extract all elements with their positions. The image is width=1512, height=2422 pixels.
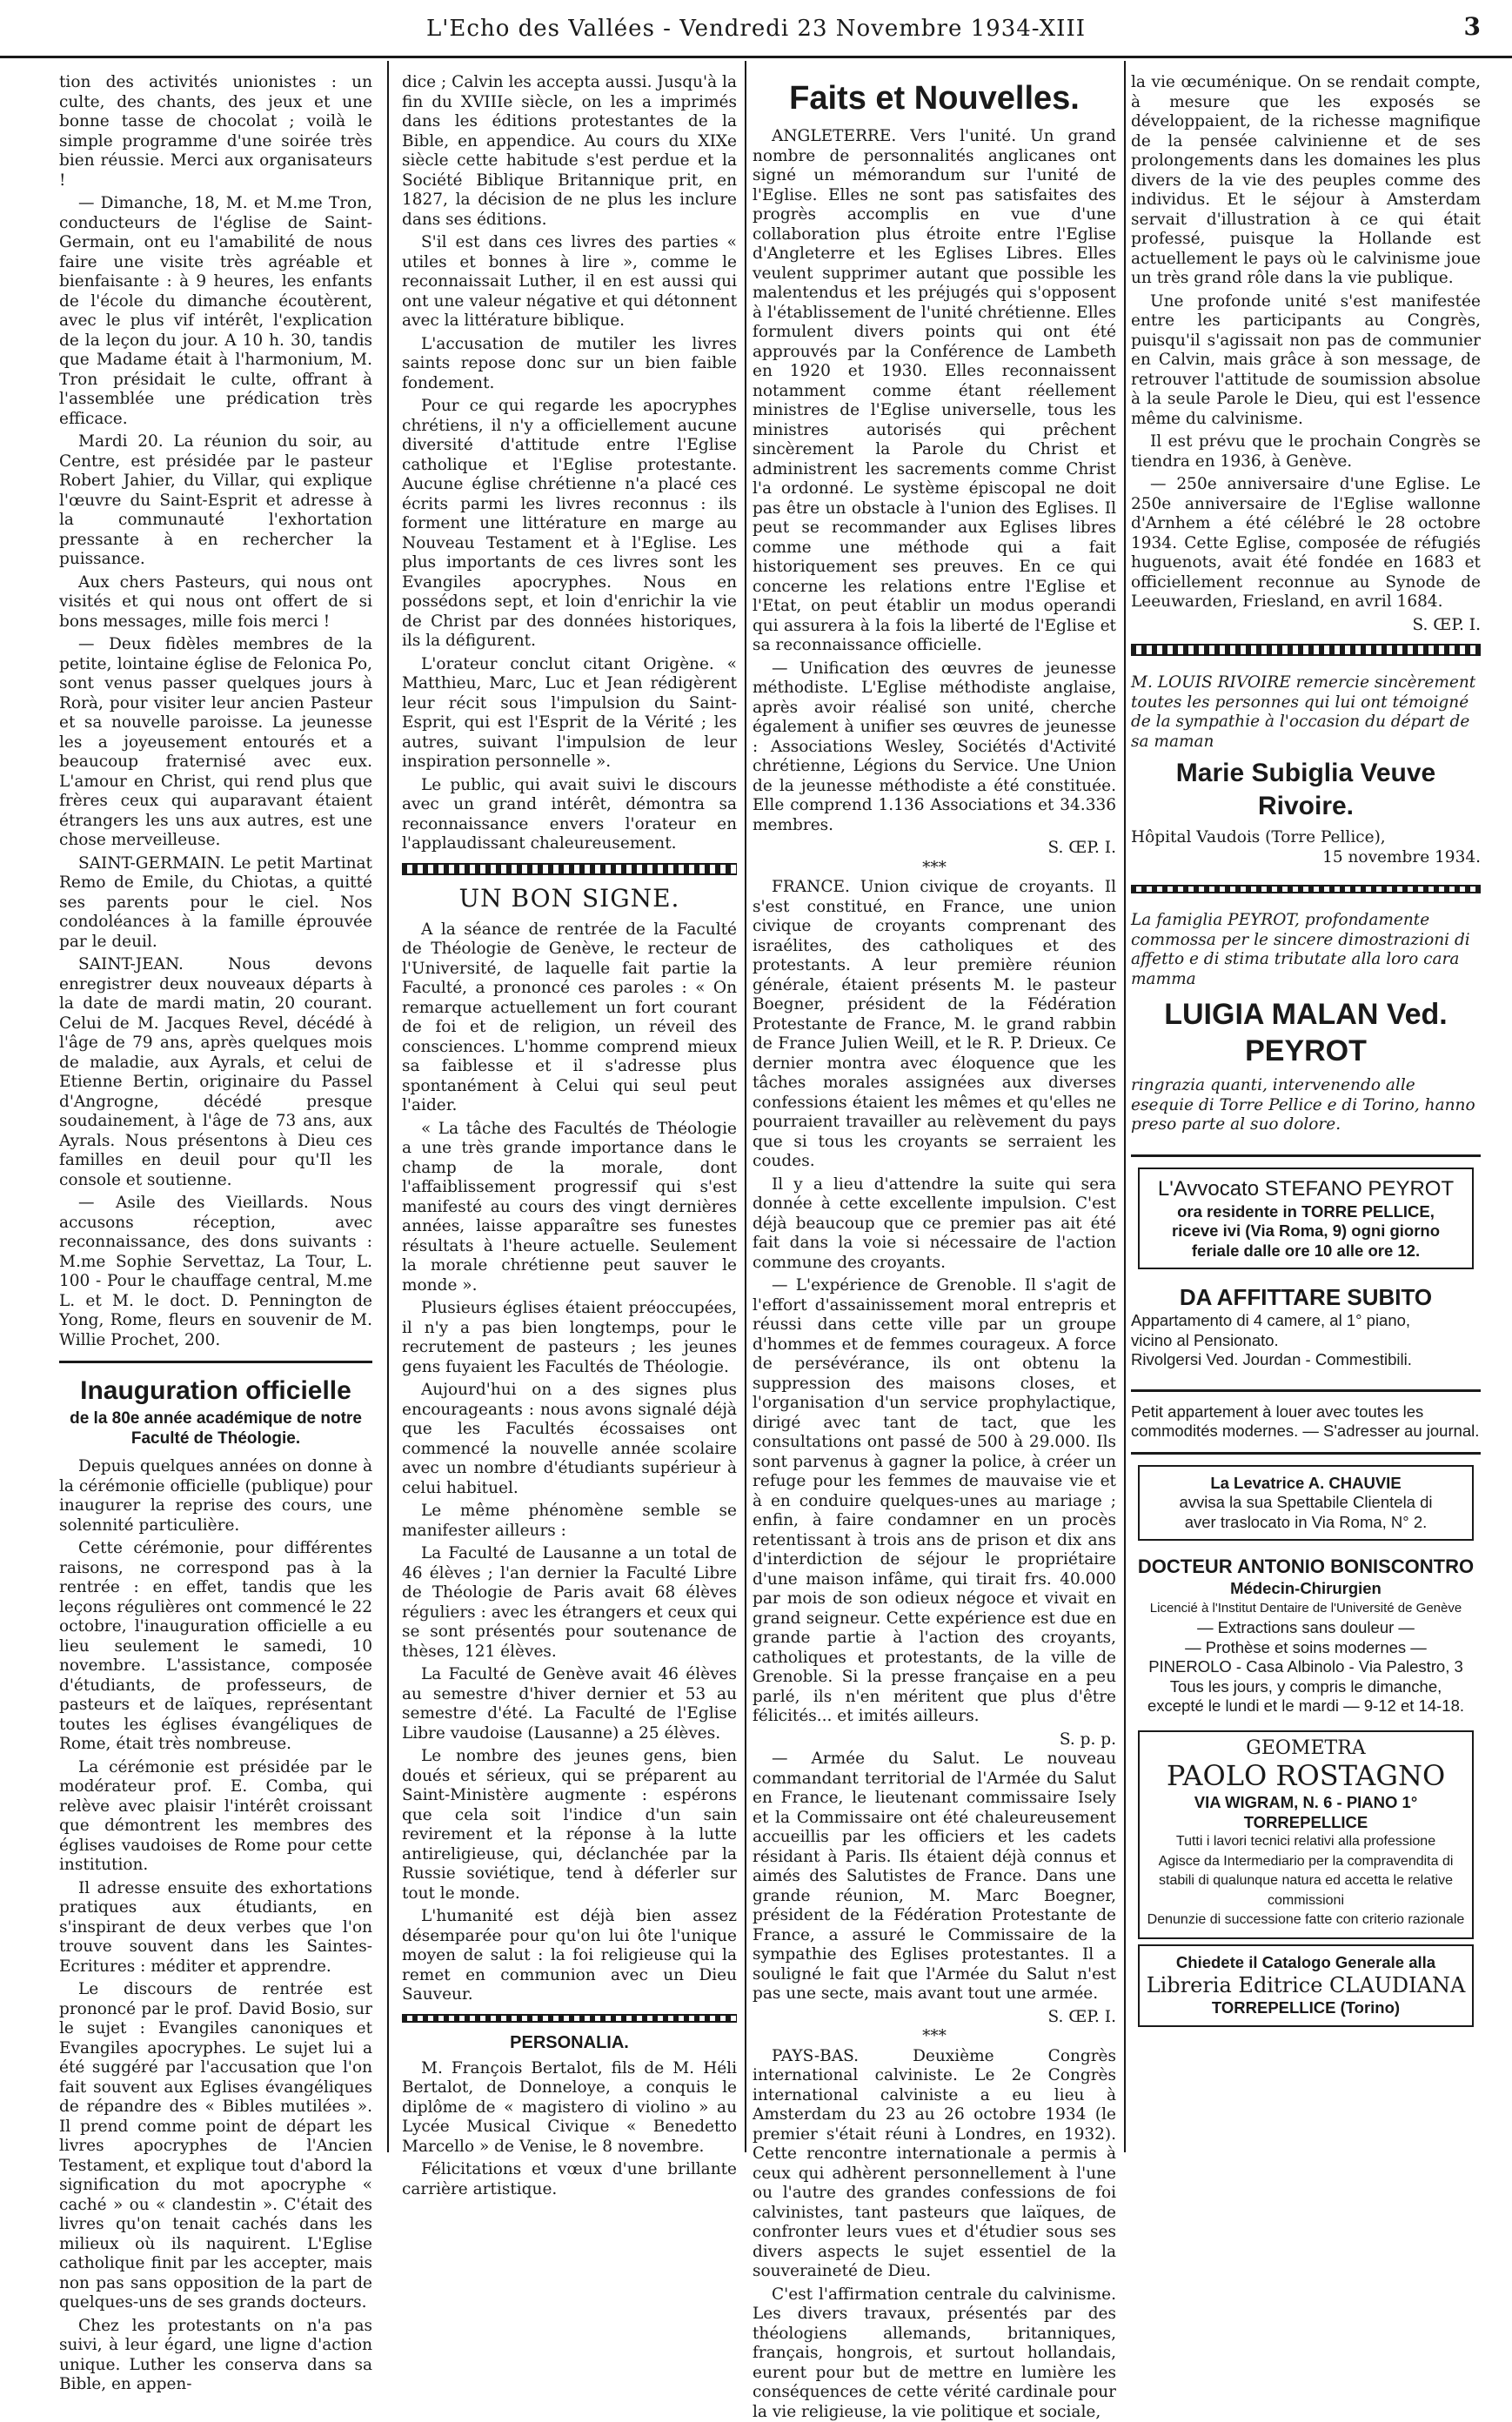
signature: S. ŒP. I.: [1131, 616, 1481, 636]
notice-text: La famiglia PEYROT, profondamente commossa per le sincere dimostrazioni di affetto e di stima tributate alla loro cara mamma: [1131, 911, 1481, 989]
ad-line: aver traslocato in Via Roma, N° 2.: [1145, 1513, 1467, 1533]
ad-line: L'Avvocato STEFANO PEYROT: [1145, 1176, 1467, 1202]
ad-line: PINEROLO - Casa Albinolo - Via Palestro, 3: [1131, 1657, 1481, 1677]
column-4: [1131, 73, 1481, 2152]
ad-line: Licencié à l'Institut Dentaire de l'Université de Genève: [1131, 1599, 1481, 1619]
ad-line: avvisa la sua Spettabile Clientela di: [1145, 1493, 1467, 1513]
paragraph: la vie œcuménique. On se rendait compte, à mesure que les exposés se développaient, de la richesse magnifique de la pensée calvinienne et de ses prolongements dans les domaines les plus divers de la vie des peuples comme des individus. Et le séjour à Amsterdam servait d'illustration à ce qui était professé, puisque la Hollande est actuellement le pays où le calvinisme joue un très grand rôle dans la vie publique.: [1131, 73, 1481, 289]
paragraph: A la séance de rentrée de la Faculté de Théologie de Genève, le recteur de l'Université, de laquelle fait partie la Faculté, a prononcé ces paroles : « On remarque actuellement un fort courant de foi et de religion, un réveil des consciences. L'homme comprend mieux sa faiblesse et il s'adresse plus spontanément à Celui qui seul peut l'aider.: [402, 920, 737, 1116]
ad-line: Chiedete il Catalogo Generale alla: [1145, 1953, 1467, 1973]
ad-name: PAOLO ROSTAGNO: [1145, 1758, 1467, 1793]
ad-claudiana: [1138, 1944, 1474, 2027]
paragraph: dice ; Calvin les accepta aussi. Jusqu'à la fin du XVIIIe siècle, on les a imprimés dans les éditions protestantes de la Bible, en appendice. Au cours du XIXe siècle cette habitude s'est perdue et la Société Biblique Britannique prit, en 1827, la décision de ne plus les inclure dans ses éditions.: [402, 73, 737, 230]
section-heading: PERSONALIA.: [402, 2031, 737, 2054]
ad-levatrice: [1138, 1465, 1474, 1542]
paragraph: Le même phénomène semble se manifester ailleurs :: [402, 1502, 737, 1541]
ad-geometra: [1138, 1730, 1474, 1939]
paragraph: Le nombre des jeunes gens, bien doués et sérieux, qui se préparent au Saint-Ministère augmente : espérons que cela soit l'indice d'un sain revirement et la réponse à la lutte antireligieuse, qui, déclanchée par la Russie soviétique, tend à déferler sur tout le monde.: [402, 1747, 737, 1903]
notice-date: 15 novembre 1934.: [1131, 848, 1481, 868]
paragraph: SAINT-JEAN. Nous devons enregistrer deux nouveaux départs à la date de mardi matin, 20 courant. Celui de M. Jacques Revel, décédé à l'âge de 79 ans, après quelques mois de maladie, aux Ayrals, et celui de Etienne Bertin, originaire du Passel d'Angrogne, décédé presque soudainement, à l'âge de 73 ans, aux Ayrals. Nous présentons à Dieu ces familles en deuil pour qu'Il les console et soutienne.: [59, 955, 372, 1190]
article-headline: UN BON SIGNE.: [402, 884, 737, 913]
decorative-border: [402, 2014, 737, 2023]
paragraph: FRANCE. Union civique de croyants. Il s'est constitué, en France, une union civique de croyants comprenant des israélites, des catholiques et des protestants. A leur première réunion générale, étaient présents M. le pasteur Boegner, président de la Fédération Protestante de France, M. le grand rabbin de France Julien Weill, et le R. P. Drieux. Ce dernier montra avec éloquence que les tâches morales assignées aux diverses confessions étaient les mêmes et qu'elles ne pourraient travailler au relèvement du pays que si tous les croyants se serraient les coudes.: [753, 878, 1116, 1172]
ad-name: DOCTEUR ANTONIO BONISCONTRO: [1131, 1555, 1481, 1579]
notice-name: LUIGIA MALAN Ved. PEYROT: [1131, 996, 1481, 1069]
separator-stars: ***: [753, 2027, 1116, 2047]
paragraph: — 250e anniversaire d'une Eglise. Le 250e anniversaire de l'Eglise wallonne d'Arnhem a été célébré le 28 octobre 1934. Cette Eglise, composée de réfugiés huguenots, avait été fondée en 1683 et officiellement reconnue au Synode de Leeuwarden, Friesland, en avril 1684.: [1131, 475, 1481, 612]
separator: [1131, 1452, 1481, 1455]
decorative-border: [1131, 644, 1481, 656]
paragraph: Le public, qui avait suivi le discours avec un grand intérêt, démontra sa reconnaissance envers l'orateur en l'applaudissant chaleureusement.: [402, 776, 737, 854]
paragraph: SAINT-GERMAIN. Le petit Martinat Remo de Emile, du Chiotas, a quitté ses parents pour le ciel. Nos condoléances à la famille éprouvée par le deuil.: [59, 854, 372, 953]
separator: [1131, 1154, 1481, 1157]
ad-line: Médecin-Chirurgien: [1131, 1579, 1481, 1599]
paragraph: M. François Bertalot, fils de M. Héli Bertalot, de Donneloye, a conquis le diplôme de « magistero di violino » au Lycée Musical Civique « Benedetto Marcello » de Venise, le 8 novembre.: [402, 2059, 737, 2158]
notice-text: ringrazia quanti, intervenendo alle esequie di Torre Pellice e di Torino, hanno preso parte al suo dolore.: [1131, 1076, 1481, 1135]
ad-title: DA AFFITTARE SUBITO: [1131, 1283, 1481, 1311]
paragraph: tion des activités unionistes : un culte, des chants, des jeux et une bonne tasse de chocolat ; voilà le simple programme d'une soirée très bien réussie. Merci aux organisateurs !: [59, 73, 372, 191]
paragraph: Il est prévu que le prochain Congrès se tiendra en 1936, à Genève.: [1131, 432, 1481, 472]
paragraph: La Faculté de Lausanne a un total de 46 élèves ; l'an dernier la Faculté Libre de Théologie de Paris avait 68 élèves réguliers : avec les étrangers et ceux qui se sont présentés pour soutenance de thèses, 121 élèves.: [402, 1544, 737, 1662]
ad-line: Rivolgersi Ved. Jourdan - Commestibili.: [1131, 1350, 1481, 1370]
page-number: 3: [1464, 12, 1481, 41]
paragraph: Plusieurs églises étaient préoccupées, il n'y a pas bien longtemps, pour le recrutement de pasteurs ; les jeunes gens fuyaient les Facultés de Théologie.: [402, 1299, 737, 1377]
notice-place: Hôpital Vaudois (Torre Pellice),: [1131, 828, 1481, 848]
paragraph: — Armée du Salut. Le nouveau commandant territorial de l'Armée du Salut en France, le lieutenant commissaire Isely et la Commissaire ont été chaleureusement accueillis par les officiers et les cadets résidant à Paris. Ils étaient déjà connus et aimés des Salutistes de France. Dans une grande réunion, M. Marc Boegner, président de la Fédération Protestante de France, a assuré le Commissaire de la sympathie des Eglises protestantes. Il a souligné le fait que l'Armée du Salut n'est pas une secte, mais avant tout une armée.: [753, 1750, 1116, 2004]
paragraph: L'humanité est déjà bien assez désemparée pour qu'on lui ôte l'unique moyen de salut : la foi religieuse qui la remet en communion avec un Dieu Sauveur.: [402, 1907, 737, 2005]
paragraph: La cérémonie est présidée par le modérateur prof. E. Comba, qui relève avec plaisir l'intérêt croissant que démontrent les membres des églises vaudoises de Rome pour cette institution.: [59, 1758, 372, 1876]
column-2: [402, 73, 737, 2152]
paragraph: Aux chers Pasteurs, qui nous ont visités et qui nous ont offert de si bons messages, mille fois merci !: [59, 573, 372, 632]
ad-line: TORREPELLICE (Torino): [1145, 1998, 1467, 2018]
paragraph: Il y a lieu d'attendre la suite qui sera donnée à cette excellente impulsion. C'est déjà beaucoup que ce premier pas ait été fait dans la voie si nécessaire de l'action commune des croyants.: [753, 1175, 1116, 1274]
ad-affittare: [1131, 1275, 1481, 1379]
ad-line: excepté le lundi et le mardi — 9-12 et 14-18.: [1131, 1696, 1481, 1716]
paragraph: La Faculté de Genève avait 46 élèves au semestre d'hiver dernier et 53 au semestre d'été. La Faculté de l'Eglise Libre vaudoise (Lausanne) a 25 élèves.: [402, 1665, 737, 1743]
column-rule: [1124, 61, 1126, 2152]
ad-name: Libreria Editrice CLAUDIANA: [1145, 1972, 1467, 1998]
ad-line: Agisce da Intermediario per la compravendita di stabili di qualunque natura ed accetta le relative commissioni: [1145, 1852, 1467, 1911]
separator: [1131, 1389, 1481, 1392]
paragraph: — Dimanche, 18, M. et M.me Tron, conducteurs de l'église de Saint-Germain, ont eu l'amabilité de nous faire une visite très agréable et bienfaisante : à 9 heures, les enfants de l'école du dimanche écoutèrent, avec le plus vif intérêt, l'explication de la leçon du jour. A 10 h. 30, tandis que Madame était à l'harmonium, M. Tron présidait le culte, offrant à l'assemblée une prédication très efficace.: [59, 194, 372, 429]
ad-line: feriale dalle ore 10 alle ore 12.: [1145, 1241, 1467, 1261]
article-subheadline: de la 80e année académique de notre Faculté de Théologie.: [59, 1408, 372, 1449]
notice-rivoire: [1131, 665, 1481, 876]
column-rule: [387, 61, 389, 2152]
signature: S. ŒP. I.: [753, 839, 1116, 859]
ad-line: Tutti i lavori tecnici relativi alla professione: [1145, 1832, 1467, 1852]
ad-avvocato: [1138, 1168, 1474, 1270]
paragraph: PAYS-BAS. Deuxième Congrès international calviniste. Le 2e Congrès international calviniste a eu lieu à Amsterdam du 23 au 26 octobre 1934 (le premier s'était réuni à Londres, en 1932). Cette rencontre internationale a permis à ceux qui adhèrent personnellement à l'une ou l'autre des grandes confessions de foi calvinistes, tant pasteurs que laïques, de confronter leurs vues et d'étudier sous ses divers aspects le sujet essentiel de la souveraineté de Dieu.: [753, 2047, 1116, 2282]
paragraph: — Deux fidèles membres de la petite, lointaine église de Felonica Po, sont venus passer quelques jours à Rorà, pour visiter leur ancien Pasteur et sa nouvelle paroisse. La jeunesse les a joyeusement entourés et a beaucoup fraternisé avec eux. L'amour en Christ, qui rend plus que frères ceux qui auparavant étaient étrangers les uns aux autres, est une chose merveilleuse.: [59, 635, 372, 851]
paragraph: Depuis quelques années on donne à la cérémonie officielle (publique) pour inaugurer la reprise des cours, une solennité particulière.: [59, 1457, 372, 1535]
paragraph: C'est l'affirmation centrale du calvinisme. Les divers travaux, présentés par des théologiens allemands, britanniques, français, hongrois, et surtout hollandais, eurent pour but de mettre en lumière les conséquences de cette vérité cardinale pour la vie religieuse, la vie politique et sociale,: [753, 2285, 1116, 2422]
notice-text: M. LOUIS RIVOIRE remercie sincèrement toutes les personnes qui lui ont témoigné de la sympathie à l'occasion du départ de sa maman: [1131, 673, 1481, 752]
notice-name: Marie Subiglia Veuve Rivoire.: [1131, 757, 1481, 823]
separator-stars: ***: [753, 859, 1116, 879]
paragraph: L'accusation de mutiler les livres saints repose donc sur un bien faible fondement.: [402, 335, 737, 394]
ad-line: Tous les jours, y compris le dimanche,: [1131, 1677, 1481, 1697]
paragraph: — L'expérience de Grenoble. Il s'agit de l'effort d'assainissement moral entrepris et réussi dans cette ville par un groupe d'hommes et de femmes courageux. A force de persévérance, ils ont obtenu la suppression des maisons closes, et l'organisation d'un service prophylactique, dirigé avec tant de tact, que les consultations ont passé de 500 à 29.000. Ils sont parvenus à gagner la police, à créer un refuge pour les femmes de mauvaise vie et à en conduire quelques-unes au mariage ; enfin, à faire condamner en un procès retentissant à trois ans de prison et dix ans d'interdiction de séjour le propriétaire d'une maison infâme, qui tirait frs. 40.000 par mois de son odieux négoce et vivait en grand seigneur. Cette expérience est due en grande partie à l'action des croyants, catholiques et protestants, de la ville de Grenoble. Si la presse française en a peu parlé, ils n'en méritent que plus d'être félicités... et imités ailleurs.: [753, 1276, 1116, 1727]
decorative-border: [1131, 885, 1481, 893]
ad-line: TORREPELLICE: [1145, 1813, 1467, 1833]
masthead-title: L'Echo des Vallées - Vendredi 23 Novembre 1934-XIII: [0, 16, 1512, 42]
paragraph: « La tâche des Facultés de Théologie a une très grande importance dans le champ de la morale, dont l'affaiblissement progressif qui s'est manifesté au cours des vingt dernières années, laisse apparaître ses funestes résultats à l'heure actuelle. Seulement la morale chrétienne peut sauver le monde ».: [402, 1120, 737, 1296]
ad-petit-appartement: Petit appartement à louer avec toutes les commodités modernes. — S'adresser au journal.: [1131, 1402, 1481, 1442]
column-1: [59, 73, 372, 2152]
paragraph: ANGLETERRE. Vers l'unité. Un grand nombre de personnalités anglicanes ont signé un mémorandum sur l'unité de l'Eglise. Elles ne sont pas satisfaites des progrès accomplis en vue d'une collaboration plus étroite entre l'Eglise d'Angleterre et les Eglises Libres. Elles veulent supprimer autant que possible les malentendus et les préjugés qui s'opposent à l'établissement de l'unité chrétienne. Elles formulent divers points qui ont été approuvés par la Conférence de Lambeth en 1920 et 1930. Elles reconnaissent notamment comme étant réellement ministres de l'Eglise universelle, tous les ministres autorisés qui prêchent sincèrement la Parole du Christ et administrent les sacrements comme Christ l'a ordonné. Le système épiscopal ne doit pas être un obstacle à l'union des Eglises. Il peut se recommander aux Eglises libres comme une méthode qui a fait historiquement ses preuves. En ce qui concerne les relations entre l'Eglise et l'Etat, on peut établir un modus operandi qui assurera à la fois la liberté de l'Eglise et sa reconnaissance officielle.: [753, 127, 1116, 656]
section-headline: Faits et Nouvelles.: [753, 78, 1116, 118]
ad-line: La Levatrice A. CHAUVIE: [1145, 1474, 1467, 1494]
masthead: [0, 0, 1512, 58]
ad-line: Appartamento di 4 camere, al 1° piano,: [1131, 1311, 1481, 1331]
ad-line: ora residente in TORRE PELLICE,: [1145, 1202, 1467, 1222]
separator: [59, 1361, 372, 1363]
article-headline: Inauguration officielle: [59, 1375, 372, 1407]
ad-line: — Prothèse et soins modernes —: [1131, 1638, 1481, 1658]
ad-line: VIA WIGRAM, N. 6 - PIANO 1°: [1145, 1793, 1467, 1813]
ad-title: GEOMETRA: [1145, 1739, 1467, 1759]
paragraph: Aujourd'hui on a des signes plus encourageants : nous avons signalé déjà que les Facultés écossaises ont commencé la nouvelle année scolaire avec un nombre d'étudiants supérieur à celui habituel.: [402, 1381, 737, 1498]
paragraph: Une profonde unité s'est manifestée entre les participants au Congrès, puisqu'il s'agissait non pas de communier en Calvin, mais grâce à son message, de retrouver l'attitude de soumission absolue à la seule Parole le Dieu, qui est l'essence même du calvinisme.: [1131, 292, 1481, 430]
decorative-border: [402, 863, 737, 875]
ad-line: Denunzie di successione fatte con criterio razionale: [1145, 1910, 1467, 1930]
ad-line: — Extractions sans douleur —: [1131, 1618, 1481, 1638]
paragraph: Pour ce qui regarde les apocryphes chrétiens, il n'y a officiellement aucune diversité d'attitude entre l'Eglise catholique et l'Eglise protestante. Aucune église chrétienne n'a placé ces écrits parmi les livres reconnus : ils forment une littérature en marge au Nouveau Testament et à l'Eglise. Les plus importants de ces livres sont les Evangiles apocryphes. Nous en possédons sept, et loin d'enrichir la vie de Christ par des données historiques, ils la défigurent.: [402, 397, 737, 652]
column-3: [753, 73, 1116, 2152]
signature: S. ŒP. I.: [753, 2008, 1116, 2028]
paragraph: L'orateur conclut citant Origène. « Matthieu, Marc, Luc et Jean rédigèrent leur récit sous l'impulsion du Saint-Esprit, qui est l'Esprit de la Vérité ; les autres, suivant l'impulsion de leur inspiration personnelle ».: [402, 655, 737, 773]
signature: S. p. p.: [753, 1730, 1116, 1750]
ad-docteur: [1131, 1546, 1481, 1725]
ad-line: vicino al Pensionato.: [1131, 1331, 1481, 1351]
paragraph: — Unification des œuvres de jeunesse méthodiste. L'Eglise méthodiste anglaise, après avoir réalisé son unité, cherche également à unifier ses œuvres de jeunesse : Associations Wesley, Sociétés d'Activité chrétienne, Légions du Service. Une Union de la jeunesse méthodiste a été constituée. Elle comprend 1.136 Associations et 34.336 membres.: [753, 659, 1116, 836]
paragraph: Le discours de rentrée est prononcé par le prof. David Bosio, sur le sujet : Evangiles canoniques et Evangiles apocryphes. Le sujet lui a été suggéré par l'accusation que l'on fait souvent aux Eglises évangéliques de répandre des « Bibles mutilées ». Il prend comme point de départ les livres apocryphes de l'Ancien Testament, et explique tout d'abord la signification du mot apocryphe « caché » ou « clandestin ». C'était des livres qu'on tenait cachés dans les milieux où ils naquirent. L'Eglise catholique finit par les accepter, mais non pas sans opposition de la part de quelques-uns de ses grands docteurs.: [59, 1980, 372, 2313]
column-rule: [745, 61, 746, 2152]
paragraph: — Asile des Vieillards. Nous accusons réception, avec reconnaissance, des dons suivants : M.me Sophie Servettaz, La Tour, L. 100 - Pour le chauffage central, M.me L. et M. le doct. D. Pennington de Yong, Rome, fleurs en souvenir de M. Willie Prochet, 200.: [59, 1194, 372, 1350]
notice-peyrot: [1131, 902, 1481, 1144]
paragraph: S'il est dans ces livres des parties « utiles et bonnes à lire », comme le reconnaissait Luther, il en est aussi qui ont une valeur négative et qui détonnent avec la littérature biblique.: [402, 233, 737, 331]
paragraph: Il adresse ensuite des exhortations pratiques aux étudiants, en s'inspirant de deux verbes que l'on trouve souvent dans les Saintes-Ecritures : méditer et apprendre.: [59, 1879, 372, 1977]
paragraph: Cette cérémonie, pour différentes raisons, ne correspond pas à la rentrée : en effet, tandis que les leçons régulières ont commencé le 22 octobre, l'inauguration officielle a eu lieu seulement le samedi, 10 novembre. L'assistance, composée d'étudiants, de professeurs, de pasteurs et de laïques, représentant toutes les églises évangéliques de Rome, était très nombreuse.: [59, 1539, 372, 1755]
ad-line: riceve ivi (Via Roma, 9) ogni giorno: [1145, 1221, 1467, 1241]
paragraph: Félicitations et vœux d'une brillante carrière artistique.: [402, 2160, 737, 2199]
paragraph: Chez les protestants on n'a pas suivi, à leur égard, une ligne d'action unique. Luther les conserva dans sa Bible, en appen-: [59, 2317, 372, 2395]
paragraph: Mardi 20. La réunion du soir, au Centre, est présidée par le pasteur Robert Jahier, du Villar, qui explique l'œuvre du Saint-Esprit et adresse à la communauté l'exhortation pressante à en rechercher la puissance.: [59, 432, 372, 570]
